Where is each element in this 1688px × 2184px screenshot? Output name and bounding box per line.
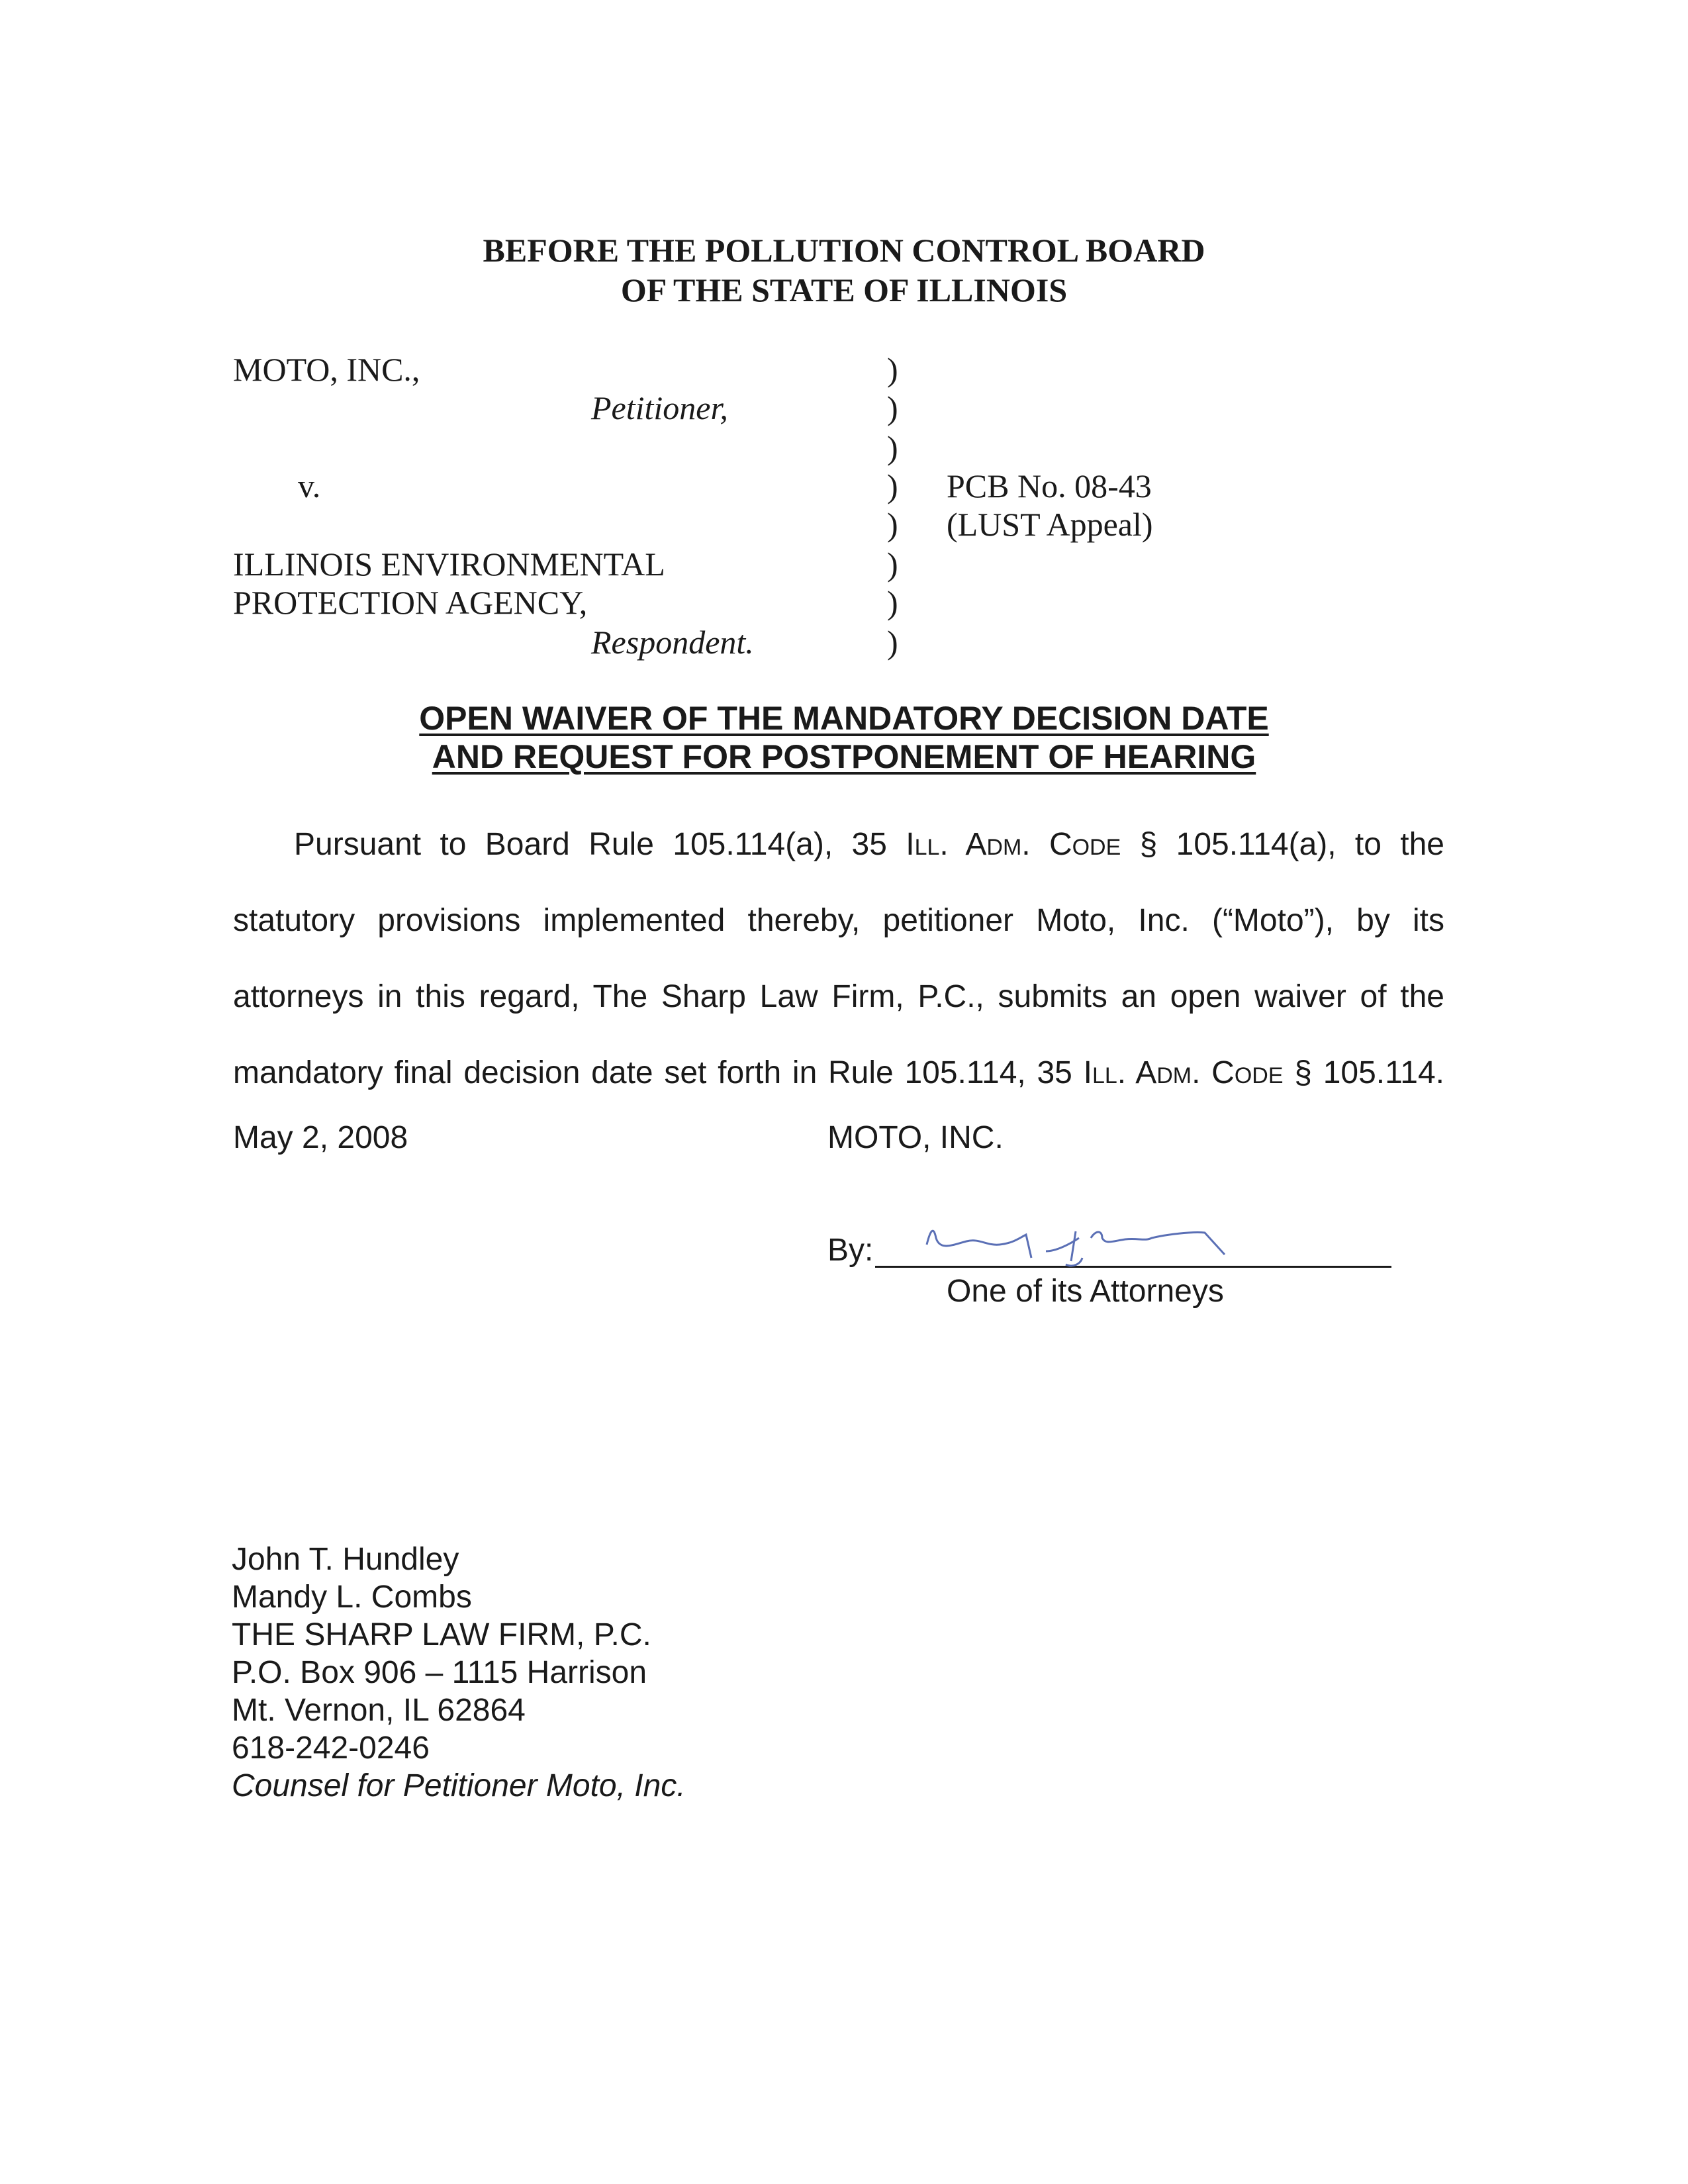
heading-line-1: BEFORE THE POLLUTION CONTROL BOARD	[483, 232, 1205, 269]
respondent-name-line-2: PROTECTION AGENCY,	[233, 584, 588, 621]
signature-date: May 2, 2008	[233, 1120, 408, 1155]
body-line-2: statutory provisions implemented thereby, petitioner Moto, Inc. (“Moto”), by its	[233, 903, 1444, 938]
body-line-1: Pursuant to Board Rule 105.114(a), 35 Ill. Adm. Code § 105.114(a), to the	[294, 827, 1444, 862]
document-title	[0, 699, 1688, 776]
respondent-name-line-1: ILLINOIS ENVIRONMENTAL	[233, 546, 665, 583]
body-line-3: attorneys in this regard, The Sharp Law Firm, P.C., submits an open waiver of the	[233, 979, 1444, 1014]
caption-paren: )	[887, 546, 898, 583]
signature-party: MOTO, INC.	[827, 1120, 1004, 1155]
counsel-address: P.O. Box 906 – 1115 Harrison	[232, 1655, 647, 1690]
caption-paren: )	[887, 624, 898, 661]
counsel-block	[232, 1541, 686, 1805]
counsel-name-2: Mandy L. Combs	[232, 1580, 472, 1615]
respondent-role: Respondent.	[591, 624, 754, 661]
caption-paren: )	[887, 429, 898, 466]
title-line-2: AND REQUEST FOR POSTPONEMENT OF HEARING	[432, 738, 1256, 775]
heading-line-2: OF THE STATE OF ILLINOIS	[620, 271, 1068, 309]
counsel-name-1: John T. Hundley	[232, 1542, 459, 1577]
counsel-role: Counsel for Petitioner Moto, Inc.	[232, 1768, 686, 1803]
body-paragraph	[233, 806, 1444, 1111]
caption-paren: )	[887, 584, 898, 621]
signature-by-label: By:	[827, 1233, 874, 1268]
counsel-phone: 618-242-0246	[232, 1731, 430, 1766]
caption-paren: )	[887, 467, 898, 504]
title-line-1: OPEN WAIVER OF THE MANDATORY DECISION DATE	[419, 700, 1269, 737]
signer-caption: One of its Attorneys	[947, 1274, 1224, 1309]
petitioner-role: Petitioner,	[591, 389, 728, 426]
versus: v.	[298, 467, 321, 504]
case-type: (LUST Appeal)	[947, 506, 1153, 543]
petitioner-name: MOTO, INC.,	[233, 351, 420, 388]
body-line-4: mandatory final decision date set forth in Rule 105.114, 35 Ill. Adm. Code § 105.114.	[233, 1055, 1444, 1090]
counsel-firm: THE SHARP LAW FIRM, P.C.	[232, 1617, 651, 1652]
board-heading	[0, 230, 1688, 310]
caption-paren: )	[887, 389, 898, 426]
case-number: PCB No. 08-43	[947, 467, 1152, 504]
caption-paren: )	[887, 351, 898, 388]
caption-paren: )	[887, 506, 898, 543]
counsel-city: Mt. Vernon, IL 62864	[232, 1693, 526, 1728]
